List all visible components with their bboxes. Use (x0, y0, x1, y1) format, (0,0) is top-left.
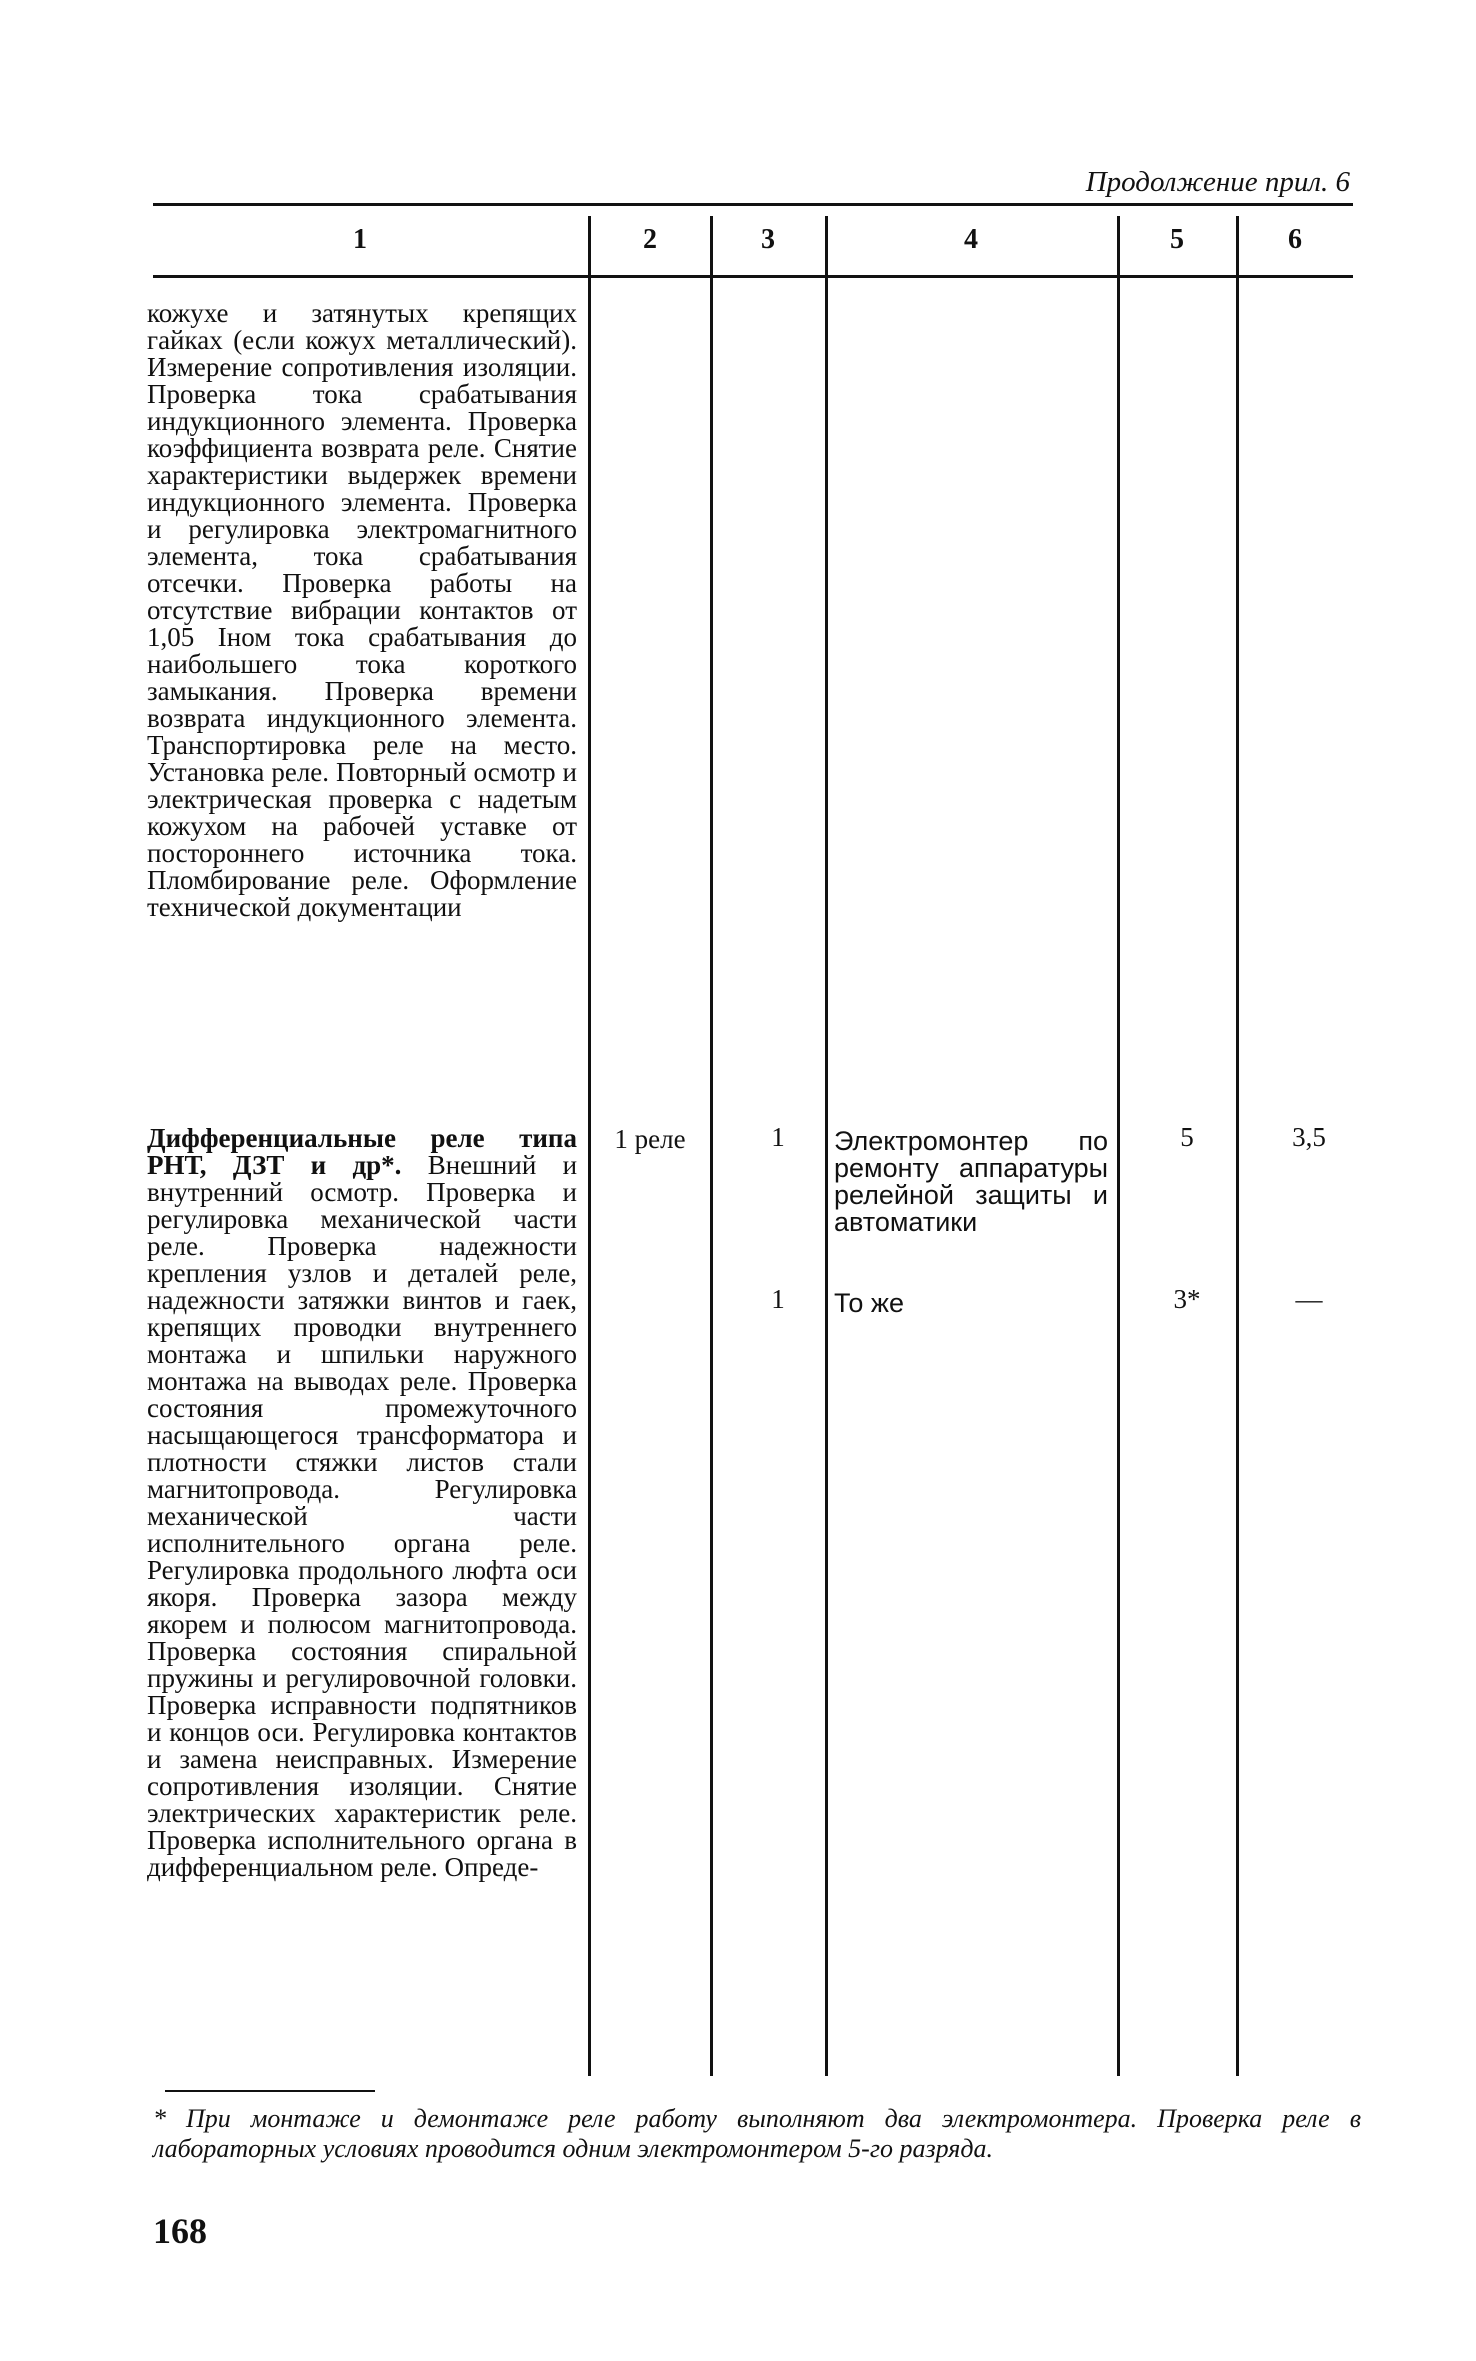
column-number-6: 6 (1288, 224, 1302, 255)
row2-unit: 1 реле (614, 1124, 686, 1154)
column-number-4: 4 (964, 224, 978, 255)
row2-time-a: 3,5 (1292, 1122, 1326, 1152)
continuation-header: Продолжение прил. 6 (1085, 166, 1350, 198)
col-divider-4 (1117, 216, 1120, 2076)
row1-work-description: кожухе и затянутых крепящих гайках (если кожух металлический). Измерение сопротивления изоляции. Проверка тока срабатывания индукционного элемента. Проверка коэффициента возврата реле. Снятие характеристики выдержек времени индукционного элемента. Проверка и регулировка электромагнитного элемента, тока срабатывания отсечки. Проверка работы на отсутствие вибрации контактов от 1,05 Iном тока срабатывания до наибольшего тока короткого замыкания. Проверка времени возврата индукционного элемента. Транспортировка реле на место. Установка реле. Повторный осмотр и электрическая проверка с надетым кожухом на рабочей уставке от постороннего источника тока. Пломбирование реле. Оформление технической документации (147, 298, 577, 922)
column-number-2: 2 (643, 224, 657, 255)
footnote: * При монтаже и демонтаже реле работу выполняют два электромонтера. Проверка реле в лабораторных условиях проводится одним электромонтером 5-го разряда. (153, 2104, 1361, 2163)
column-number-3: 3 (761, 224, 775, 255)
col-divider-5 (1236, 216, 1239, 2076)
column-number-5: 5 (1170, 224, 1184, 255)
row2-time-b: — (1295, 1284, 1323, 1314)
col-divider-3 (825, 216, 828, 2076)
footnote-rule (165, 2090, 375, 2092)
row2-operations: Внешний и внутренний осмотр. Проверка и регулировка механической части реле. Проверка надежности крепления узлов и деталей реле, надежности затяжки винтов и гаек, крепящих проводки внутреннего монтажа и шпильки наружного монтажа на выводах реле. Проверка состояния промежуточного насыщающегося трансформатора и плотности стяжки листов стали магнитопровода. Регулировка механической части исполнительного органа реле. Регулировка продольного люфта оси якоря. Проверка зазора между якорем и полюсом магнитопровода. Проверка состояния спиральной пружины и регулировочной головки. Проверка исправности подпятников и концов оси. Регулировка контактов и замена неисправных. Измерение сопротивления изоляции. Снятие электрических характеристик реле. Проверка исполнительного органа в дифференциальном реле. Опреде- (147, 1150, 578, 1882)
table-top-rule (153, 203, 1353, 206)
row2-worker-a: Электромонтер по ремонту аппаратуры релейной защиты и автоматики (834, 1126, 1108, 1237)
row2-worker-b: То же (834, 1288, 904, 1318)
row2-grade-b: 3* (1173, 1284, 1201, 1314)
row2-work-description (147, 1125, 577, 1881)
row2-equipment-title: Дифференциальные реле типа РНТ, ДЗТ и др*. (147, 1123, 577, 1180)
column-number-1: 1 (353, 224, 367, 255)
row2-qty-a: 1 (771, 1122, 785, 1152)
page-number: 168 (153, 2211, 207, 2251)
row2-grade-a: 5 (1180, 1122, 1194, 1152)
col-divider-1 (588, 216, 591, 2076)
col-divider-2 (710, 216, 713, 2076)
table-header-rule (153, 275, 1353, 278)
row2-qty-b: 1 (771, 1284, 785, 1314)
